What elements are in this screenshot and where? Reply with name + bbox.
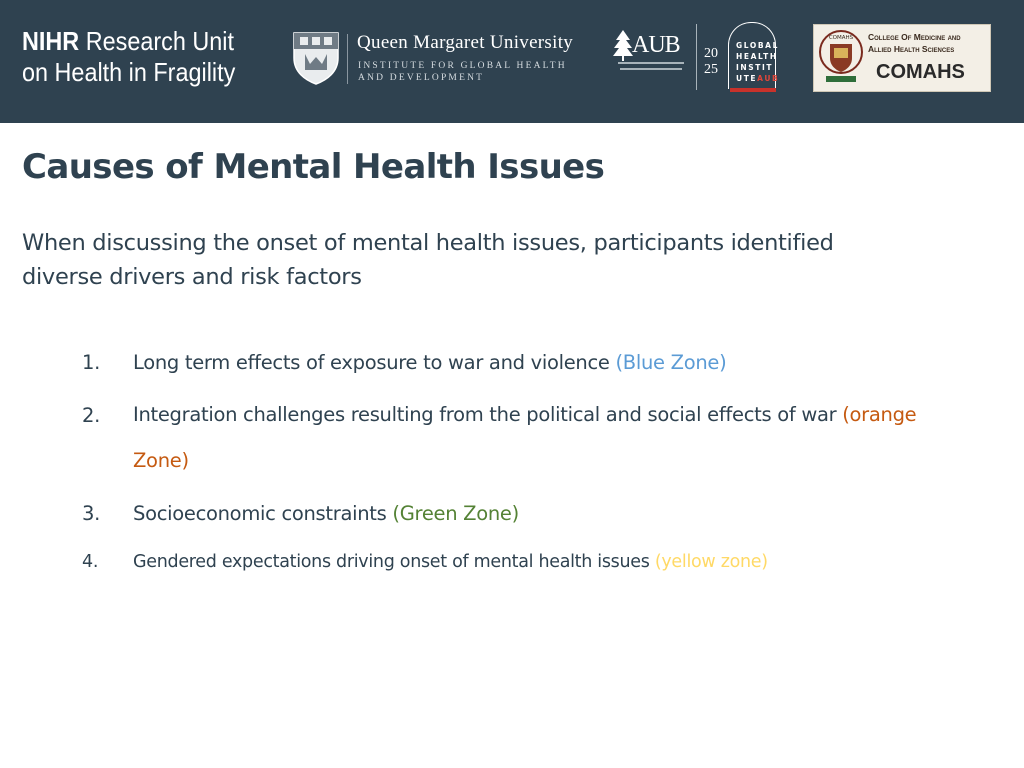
cause-number: 1.: [82, 351, 101, 374]
cause-number: 4.: [82, 552, 99, 572]
zone-label-blue: (Blue Zone): [615, 351, 727, 374]
header-banner: [0, 0, 1024, 123]
cause-text-wrapper: [133, 392, 923, 484]
zone-label-yellow: (yellow zone): [654, 552, 768, 572]
slide-intro: When discussing the onset of mental health issues, participants identified diverse drivers and risk factors: [22, 230, 834, 290]
cause-text: Integration challenges resulting from the political and social effects of war: [133, 403, 843, 426]
comahs-acronym: COMAHS: [876, 61, 965, 83]
aub-logo: [612, 28, 690, 90]
ghi-year-top: 20: [704, 46, 718, 61]
cause-number: 3.: [82, 502, 101, 525]
ghi-word: HEALTH: [736, 52, 778, 61]
cause-number: 2.: [82, 404, 101, 427]
zone-label-orange: (orange Zone): [133, 403, 917, 472]
cause-text-wrapper: [133, 351, 726, 374]
qmu-name: Queen Margaret University: [357, 32, 574, 53]
comahs-logo: [813, 24, 991, 92]
ghi-red-bar: [730, 88, 776, 92]
cause-text-wrapper: [133, 552, 768, 572]
cause-text: Socioeconomic constraints: [133, 502, 393, 525]
slide-title: Causes of Mental Health Issues: [22, 147, 605, 187]
cedar-icon: [612, 28, 634, 62]
cause-text-wrapper: [133, 502, 519, 525]
qmu-subtitle-line2: AND DEVELOPMENT: [358, 73, 485, 83]
comahs-seal-icon: [818, 28, 864, 88]
ghi-word: GLOBAL: [736, 41, 779, 50]
comahs-line2: Allied Health Sciences: [868, 44, 955, 54]
comahs-seal-text: COMAHS: [828, 35, 854, 41]
comahs-college-name: [868, 31, 961, 55]
qmu-subtitle-line1: INSTITUTE FOR GLOBAL HEALTH: [358, 61, 567, 71]
ghi-word: UTE: [736, 74, 758, 83]
nihr-title-line1: Research Unit: [85, 26, 234, 56]
cause-text: Gendered expectations driving onset of mental health issues: [133, 552, 655, 572]
nihr-logo-text: [22, 26, 235, 88]
aub-arabic-rule: [620, 68, 682, 70]
nihr-title-line2: on Health in Fragility: [22, 57, 236, 87]
aub-wordmark: AUB: [632, 32, 680, 58]
qmu-subtitle: [358, 60, 567, 84]
ghi-word: INSTIT: [736, 63, 774, 72]
ghi-year-bottom: 25: [704, 62, 718, 77]
ghi-logo: [696, 22, 786, 94]
ghi-divider: [696, 24, 697, 90]
nihr-acronym: NIHR: [22, 26, 80, 56]
ghi-year: [704, 46, 718, 78]
qmu-logo: [291, 30, 591, 88]
qmu-crest-icon: [291, 30, 341, 86]
qmu-divider: [347, 34, 348, 84]
aub-subtitle-rule: [618, 62, 684, 64]
ghi-word-aub: AUB: [757, 74, 780, 83]
comahs-line1: College Of Medicine and: [868, 32, 961, 42]
zone-label-green: (Green Zone): [392, 502, 519, 525]
cause-text: Long term effects of exposure to war and violence: [133, 351, 616, 374]
ghi-wordmark: [736, 40, 779, 84]
